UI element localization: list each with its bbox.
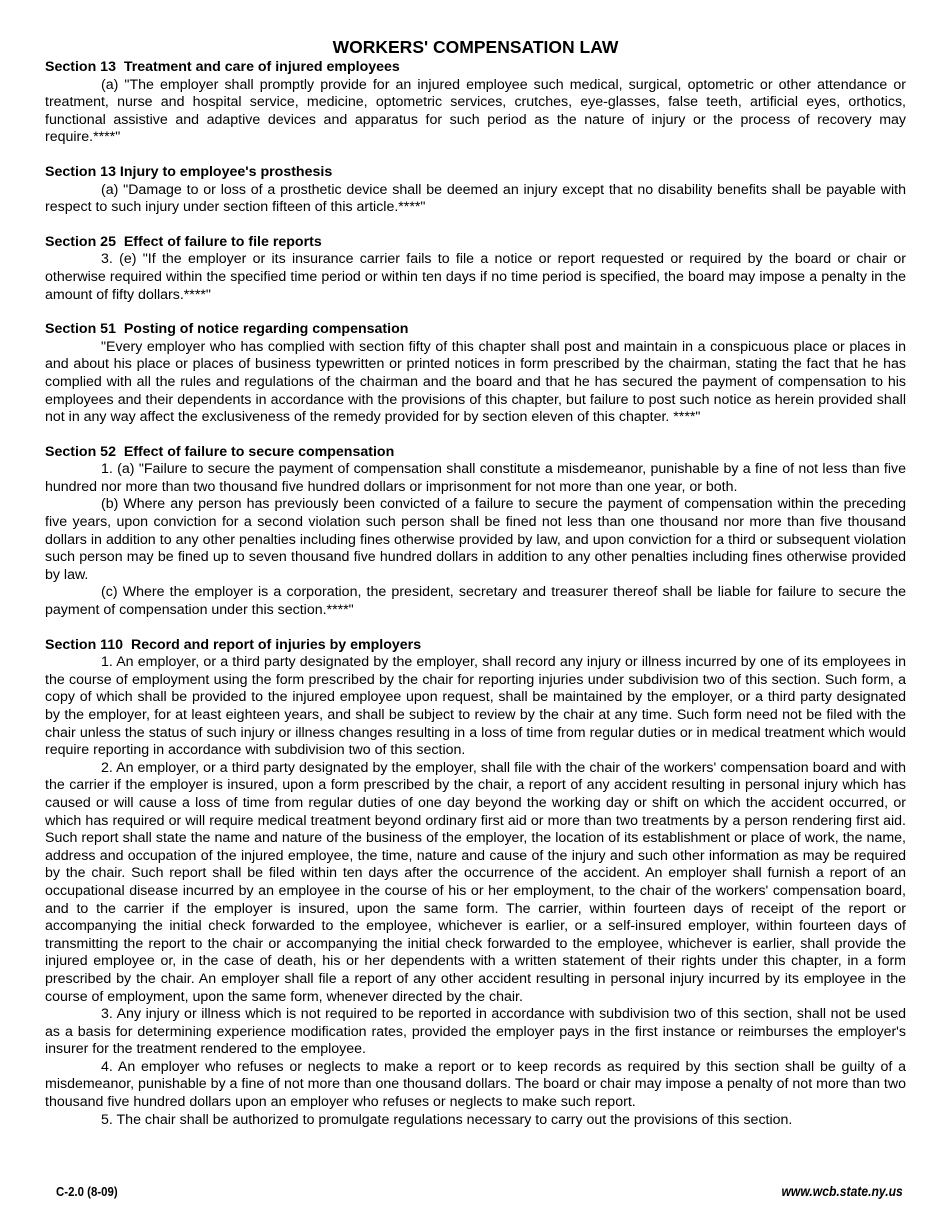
document-page xyxy=(45,37,906,1129)
section-heading: Section 13 Injury to employee's prosthesis xyxy=(45,163,333,180)
section-paragraph: (b) Where any person has previously been convicted of a failure to secure the payment of compensation within the preceding five years, upon conviction for a second violation such person shall be fined not less than one thousand nor more than five thousand dollars in addition to any other penalties including fines otherwise provided by law, and upon conviction for a third or subsequent violation such person may be fined up to seven thousand five hundred dollars in addition to any other penalties including fines otherwise provided by law. xyxy=(45,496,906,583)
section-13-treatment xyxy=(45,59,906,147)
website-url: www.wcb.state.ny.us xyxy=(781,1184,903,1199)
section-heading: Section 51 Posting of notice regarding compensation xyxy=(45,321,409,338)
section-heading: Section 110 Record and report of injuries by employers xyxy=(45,636,422,653)
document-title: WORKERS' COMPENSATION LAW xyxy=(332,37,619,57)
section-paragraph: 3. (e) "If the employer or its insurance carrier fails to file a notice or report requested or required by the board or chair or otherwise required within the specified time period or within ten days if no time period is specified, the board may impose a penalty in the amount of fifty dollars.****" xyxy=(45,251,906,303)
section-51-notice xyxy=(45,321,906,427)
section-paragraph: (a) "Damage to or loss of a prosthetic device shall be deemed an injury except that no disability benefits shall be payable with respect to such injury under section fifteen of this article.****" xyxy=(45,181,906,216)
section-paragraph: 1. (a) "Failure to secure the payment of compensation shall constitute a misdemeanor, punishable by a fine of not less than five hundred nor more than two thousand five hundred dollars or imprisonment for not more than one year, or both. xyxy=(45,461,906,495)
section-heading: Section 13 Treatment and care of injured employees xyxy=(45,59,400,75)
section-paragraph: 3. Any injury or illness which is not required to be reported in accordance with subdivision two of this section, shall not be used as a basis for determining experience modification rates, provided the employer pays in the first instance or reimburses the employer's insurer for the treatment rendered to the employee. xyxy=(45,1006,906,1058)
section-paragraph: (c) Where the employer is a corporation, the president, secretary and treasurer thereof shall be liable for failure to secure the payment of compensation under this section.****" xyxy=(45,584,906,619)
section-110-records xyxy=(45,637,906,1130)
section-paragraph: 4. An employer who refuses or neglects to make a report or to keep records as required by this section shall be guilty of a misdemeanor, punishable by a fine of not more than one thousand dollars. The board or chair may impose a penalty of not more than two thousand five hundred dollars upon an employer who refuses or neglects to make such report. xyxy=(45,1058,906,1111)
section-25-reports xyxy=(45,234,906,304)
section-52-failure xyxy=(45,444,906,620)
form-number: C-2.0 (8-09) xyxy=(56,1184,118,1199)
section-13-prosthesis xyxy=(45,164,906,217)
section-paragraph: 2. An employer, or a third party designated by the employer, shall file with the chair of the workers' compensation board and with the carrier if the employer is insured, upon a form prescribed by the chair, a report of any accident resulting in personal injury which has caused or will cause a loss of time from regular duties of one day beyond the working day or shift on which the accident occurred, or which has required or will require medical treatment beyond ordinary first aid or more than two treatments by a person rendering first aid. Such report shall state the name and nature of the business of the employer, the location of its establishment or place of work, the name, address and occupation of the injured employee, the time, nature and cause of the injury and such other information as may be required by the chair. Such report shall be filed within ten days after the occurrence of the accident. An employer shall furnish a report of an occupational disease incurred by an employee in the course of his or her employment, to the chair of the workers' compensation board, and to the carrier if the employer is insured, upon the same form. The carrier, within fourteen days of receipt of the report or accompanying the initial check forwarded to the employee, whichever is earlier, or a self-insured employer, within fourteen days of transmitting the report to the chair or accompanying the initial check forwarded to the employee, whichever is earlier, shall provide the injured employee or, in the case of death, his or her dependents with a written statement of their rights under this chapter, in a form prescribed by the chair. An employer shall file a report of any other accident resulting in personal injury incurred by its employee in the course of employment, upon the same form, whenever directed by the chair. xyxy=(45,759,906,1005)
section-paragraph: 1. An employer, or a third party designated by the employer, shall record any injury or illness incurred by one of its employees in the course of employment using the form prescribed by the chair for reporting injuries under subdivision two of this section. Such form, a copy of which shall be provided to the injured employee upon request, shall be maintained by the employer, or a third party designated by the employer, for at least eighteen years, and shall be subject to review by the chair at any time. Such form need not be filed with the chair unless the status of such injury or illness changes resulting in a loss of time from regular duties or in medical treatment which would require reporting in accordance with subdivision two of this section. xyxy=(45,654,906,759)
section-paragraph: 5. The chair shall be authorized to promulgate regulations necessary to carry out the provisions of this section. xyxy=(101,1111,793,1128)
section-paragraph: "Every employer who has complied with section fifty of this chapter shall post and maintain in a conspicuous place or places in and about his place or places of business typewritten or printed notices in form prescribed by the chairman, stating the fact that he has complied with all the rules and regulations of the chairman and the board and that he has secured the payment of compensation to his employees and their dependents in accordance with the provisions of this chapter, but failure to post such notice as herein provided shall not in any way affect the exclusiveness of the remedy provided for by section eleven of this chapter. ****" xyxy=(45,338,906,426)
section-paragraph: (a) "The employer shall promptly provide for an injured employee such medical, surgical, optometric or other attendance or treatment, nurse and hospital service, medicine, optometric services, crutches, eye-glasses, false teeth, artificial eyes, orthotics, functional assistive and adaptive devices and apparatus for such period as the nature of injury or the process of recovery may require.****" xyxy=(45,76,906,146)
section-heading: Section 25 Effect of failure to file reports xyxy=(45,233,322,250)
section-heading: Section 52 Effect of failure to secure compensation xyxy=(45,443,395,460)
